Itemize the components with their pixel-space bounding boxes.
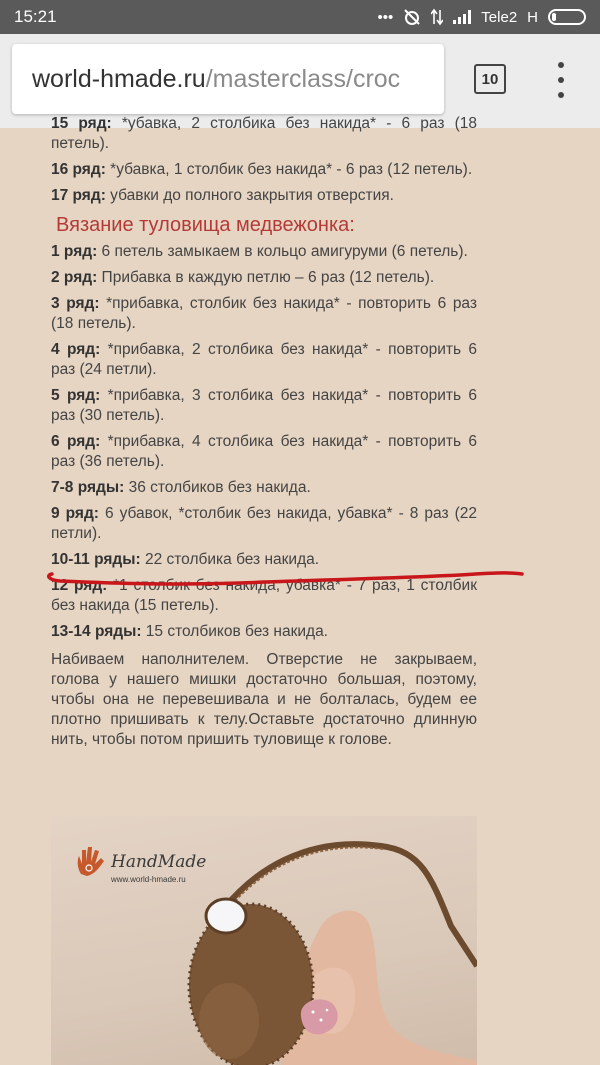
row-label: 3 ряд:: [51, 295, 100, 312]
row-item: [51, 478, 477, 498]
row-text: убавки до полного закрытия отверстия.: [105, 187, 394, 204]
logo-text: HandMade: [111, 852, 207, 872]
row-label: 9 ряд:: [51, 505, 99, 522]
network-type: H: [527, 8, 538, 26]
address-bar[interactable]: [12, 44, 444, 114]
row-text: 6 убавок, *столбик без накида, убавка* - 8 раз (22 петли).: [51, 505, 477, 542]
hand-logo-icon: [73, 844, 107, 878]
section-title: Вязание туловища медвежонка:: [56, 214, 355, 236]
url-host: world-hmade.ru: [32, 64, 206, 93]
url-path: /masterclass/croc: [205, 64, 401, 93]
row-text: 6 петель замыкаем в кольцо амигуруми (6 петель).: [97, 243, 468, 260]
row-item: [51, 268, 477, 288]
row-label: 7-8 ряды:: [51, 479, 125, 496]
row-item: [51, 340, 477, 380]
more-dots-icon: •••: [377, 8, 394, 26]
row-label: 1 ряд:: [51, 243, 98, 260]
row-label: 17 ряд:: [51, 187, 106, 204]
row-item: [51, 576, 477, 616]
tab-count: 10: [481, 70, 499, 88]
row-label: 5 ряд:: [51, 387, 101, 404]
row-label: 6 ряд:: [51, 433, 101, 450]
row-item: [51, 160, 477, 180]
row-text: *прибавка, 3 столбика без накида* - повторить 6 раз (30 петель).: [51, 387, 477, 424]
row-label: 16 ряд:: [51, 161, 106, 178]
signal-icon: [453, 10, 471, 24]
row-label: 12 ряд:: [51, 577, 108, 594]
row-item: [51, 186, 477, 206]
row-label: 15 ряд:: [51, 115, 112, 132]
carrier-label: Tele2: [481, 8, 518, 26]
row-item: [51, 550, 477, 570]
product-photo: [51, 816, 477, 1065]
row-text: 15 столбиков без накида.: [141, 623, 328, 640]
row-text: *прибавка, столбик без накида* - повторить 6 раз (18 петель).: [51, 295, 477, 332]
row-text: *убавка, 1 столбик без накида* - 6 раз (12 петель).: [105, 161, 473, 178]
row-text: 22 столбика без накида.: [140, 551, 320, 568]
alarm-off-icon: [403, 8, 421, 26]
row-label: 13-14 ряды:: [51, 623, 142, 640]
row-item: [51, 504, 477, 544]
row-item: [51, 242, 477, 262]
row-label: 4 ряд:: [51, 341, 101, 358]
status-icons: [378, 8, 586, 26]
row-item: [51, 114, 477, 154]
row-text: *1 столбик без накида, убавка* - 7 раз, 1 столбик без накида (15 петель).: [51, 577, 477, 614]
clock: 15:21: [14, 7, 57, 26]
row-label: 10-11 ряды:: [51, 551, 141, 568]
row-text: 36 столбиков без накида.: [124, 479, 311, 496]
overflow-menu-icon[interactable]: [548, 62, 574, 98]
logo-site: www.world-hmade.ru: [111, 875, 186, 884]
article-body: [51, 114, 477, 756]
row-item: [51, 294, 477, 334]
row-text: *прибавка, 4 столбика без накида* - повторить 6 раз (36 петель).: [51, 433, 477, 470]
status-bar: [0, 0, 600, 34]
data-transfer-icon: [431, 8, 443, 26]
tabs-icon[interactable]: [474, 64, 506, 94]
row-text: *прибавка, 2 столбика без накида* - повторить 6 раз (24 петли).: [51, 341, 477, 378]
battery-icon: [548, 9, 586, 25]
row-label: 2 ряд:: [51, 269, 98, 286]
row-item: [51, 386, 477, 426]
instructions-paragraph: Набиваем наполнителем. Отверстие не закрываем, голова у нашего мишки достаточно большая, поэтому, чтобы она не перевешивала и не болталась, будем ее плотно пришивать к телу.Оставьте достаточно длинную нить, чтобы потом пришить туловище к голове.: [51, 651, 477, 748]
row-text: *убавка, 2 столбика без накида* - 6 раз (18 петель).: [51, 115, 478, 152]
row-text: Прибавка в каждую петлю – 6 раз (12 петель).: [97, 269, 435, 286]
row-item: [51, 622, 477, 642]
row-item: [51, 432, 477, 472]
